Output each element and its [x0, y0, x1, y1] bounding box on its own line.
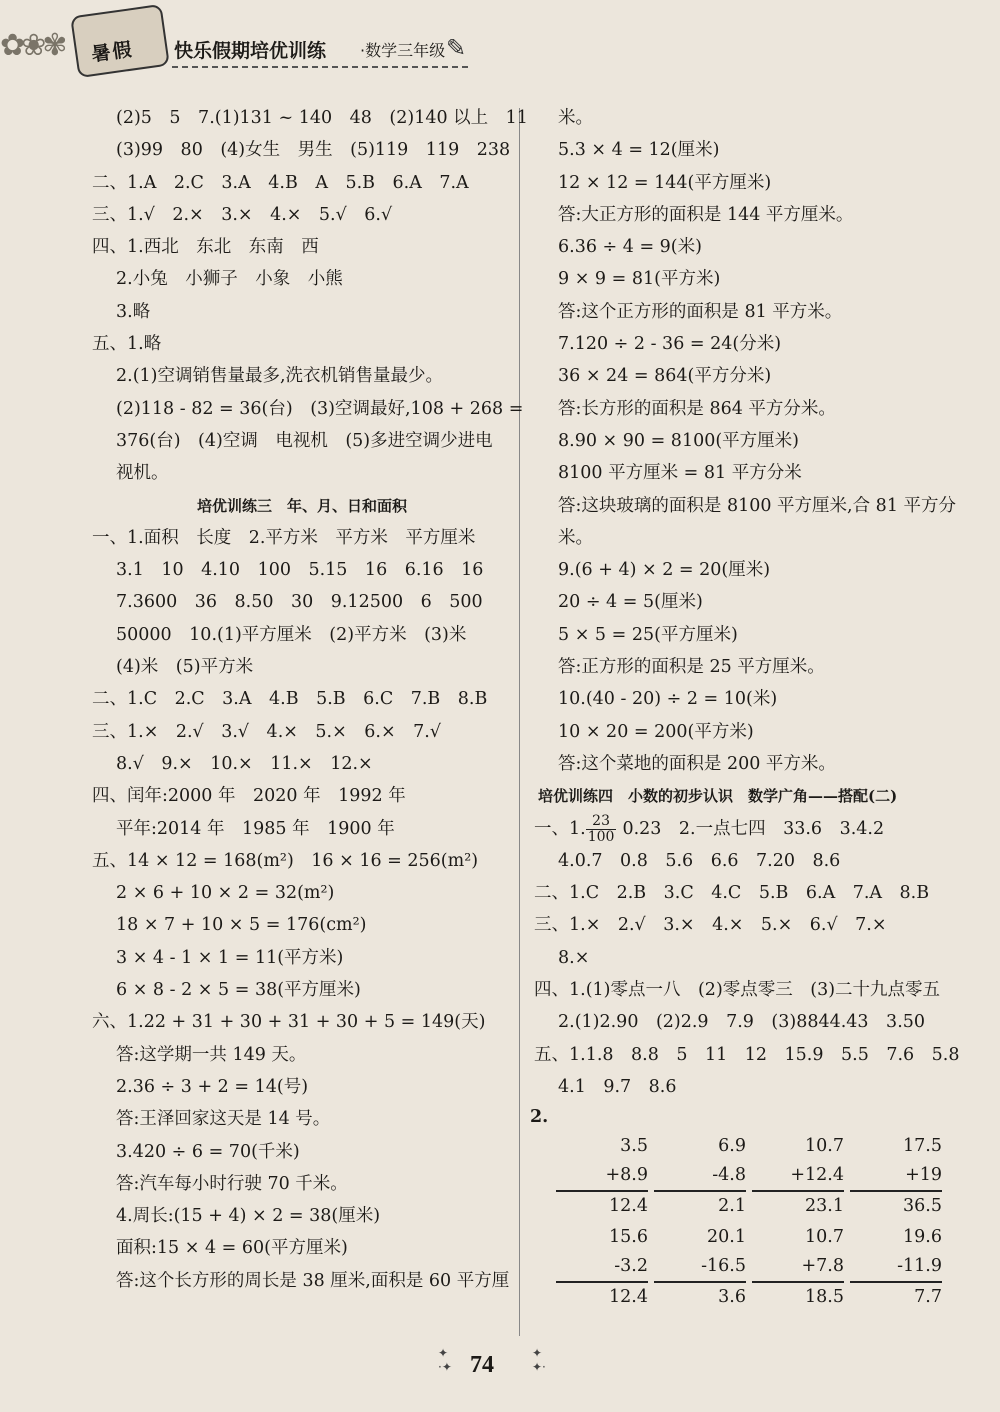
operand-bottom: -3.2	[556, 1252, 648, 1283]
answer-line: 3 × 4 - 1 × 1 = 11(平方米)	[116, 947, 344, 968]
answer-line: 答:大正方形的面积是 144 平方厘米。	[558, 204, 854, 225]
answer-line: 米。	[558, 527, 593, 548]
answer-line: 8.90 × 90 = 8100(平方厘米)	[558, 430, 800, 451]
result: 2.1	[718, 1196, 746, 1217]
vertical-sum	[850, 1132, 942, 1221]
operand-top: 17.5	[903, 1136, 942, 1157]
answer-line: 20 ÷ 4 = 5(厘米)	[558, 592, 703, 613]
answer-line: 8.×	[558, 947, 590, 968]
answer-line: 4.周长:(15 + 4) × 2 = 38(厘米)	[116, 1206, 381, 1227]
operand-top: 19.6	[903, 1227, 942, 1248]
answer-line: 五、1.略	[92, 334, 162, 355]
answer-line: 答:这个长方形的周长是 38 厘米,面积是 60 平方厘	[116, 1270, 510, 1291]
answer-line: 9 × 9 = 81(平方米)	[558, 269, 721, 290]
book-title: 快乐假期培优训练	[174, 40, 327, 62]
answer-line: 3.1 10 4.10 100 5.15 16 6.16 16	[116, 560, 484, 581]
answer-line: 五、14 × 12 = 168(m²) 16 × 16 = 256(m²)	[92, 850, 479, 871]
page-header	[0, 0, 1000, 90]
result: 23.1	[805, 1196, 844, 1217]
answer-line: 5.3 × 4 = 12(厘米)	[558, 140, 720, 161]
star-decoration-icon: ✦ ·✦	[438, 1346, 452, 1374]
column-divider	[519, 108, 520, 1336]
answer-line: 18 × 7 + 10 × 5 = 176(cm²)	[116, 915, 367, 936]
answer-line: 答:这块玻璃的面积是 8100 平方厘米,合 81 平方分	[558, 495, 957, 516]
answer-line: 答:长方形的面积是 864 平方分米。	[558, 398, 836, 419]
operand-top: 10.7	[805, 1227, 844, 1248]
section-heading: 培优训练三 年、月、日和面积	[196, 496, 407, 515]
answer-line: 8.√ 9.× 10.× 11.× 12.×	[116, 753, 373, 774]
vertical-sum	[752, 1132, 844, 1221]
vertical-sum	[752, 1223, 844, 1312]
answer-line: 2.(1)空调销售量最多,洗衣机销售量最少。	[116, 366, 444, 387]
answer-line: 7.3600 36 8.50 30 9.12500 6 500	[116, 592, 483, 613]
answer-line: 4.1 9.7 8.6	[558, 1076, 677, 1097]
vertical-sum	[556, 1132, 648, 1221]
answer-line: 6.36 ÷ 4 = 9(米)	[558, 237, 702, 258]
answer-line: 四、闰年:2000 年 2020 年 1992 年	[92, 786, 406, 807]
operand-top: 20.1	[707, 1227, 746, 1248]
vertical-calculations: 2. 3.5 +8.9 12.4 6.9 -4.8 2.1 10.7 +12.4 23.1 17.5 +19 36.5 15.6 -3.2 12.4 20.1 -16.5 3.6 10.7 +7.8 18.5 19.6 -11.9 7.7	[534, 1103, 974, 1255]
left-column	[92, 102, 528, 1297]
answer-line: 7.120 ÷ 2 - 36 = 24(分米)	[558, 334, 782, 355]
answer-line: 3.略	[116, 301, 151, 322]
fraction-rest: 0.23 2.一点七四 33.6 3.4.2	[622, 818, 885, 839]
operand-bottom: +19	[850, 1161, 942, 1192]
answer-line: 三、1.√ 2.× 3.× 4.× 5.√ 6.√	[92, 204, 393, 225]
vertical-sum	[654, 1223, 746, 1312]
answer-line: 50000 10.(1)平方厘米 (2)平方米 (3)米	[116, 624, 467, 645]
operand-bottom: -4.8	[654, 1161, 746, 1192]
answer-line: 10 × 20 = 200(平方米)	[558, 721, 754, 742]
answer-line: 四、1.(1)零点一八 (2)零点零三 (3)二十九点零五	[534, 980, 941, 1001]
answer-line: 四、1.西北 东北 东南 西	[92, 237, 319, 258]
answer-line: 三、1.× 2.√ 3.× 4.× 5.× 6.√ 7.×	[534, 915, 887, 936]
answer-line: 10.(40 - 20) ÷ 2 = 10(米)	[558, 689, 778, 710]
right-column	[530, 102, 974, 1308]
result: 7.7	[914, 1287, 942, 1308]
answer-line: 376(台) (4)空调 电视机 (5)多进空调少进电	[116, 430, 493, 451]
fraction-numerator: 23	[586, 814, 617, 830]
answer-line: 答:汽车每小时行驶 70 千米。	[116, 1173, 348, 1194]
pencil-icon: ✎	[446, 34, 467, 62]
answer-line: 9.(6 + 4) × 2 = 20(厘米)	[558, 560, 771, 581]
operand-bottom: -16.5	[654, 1252, 746, 1283]
operand-bottom: +8.9	[556, 1161, 648, 1192]
answer-line: (3)99 80 (4)女生 男生 (5)119 119 238	[116, 140, 511, 161]
vertical-sum	[556, 1223, 648, 1312]
badge-label: 暑假	[90, 38, 135, 66]
operand-top: 6.9	[718, 1136, 746, 1157]
result: 12.4	[609, 1287, 648, 1308]
result: 3.6	[718, 1287, 746, 1308]
star-decoration-icon: ✦ ✦·	[532, 1346, 546, 1374]
answer-line: 3.420 ÷ 6 = 70(千米)	[116, 1141, 300, 1162]
fraction-denominator: 100	[587, 828, 615, 845]
answer-line: (4)米 (5)平方米	[116, 657, 254, 678]
flower-decoration-icon: ✿❀✾	[0, 28, 64, 63]
answer-line: 答:王泽回家这天是 14 号。	[116, 1109, 331, 1130]
answer-line: 2.(1)2.90 (2)2.9 7.9 (3)8844.43 3.50	[558, 1012, 926, 1033]
answer-line: 六、1.22 + 31 + 30 + 31 + 30 + 5 = 149(天)	[92, 1012, 486, 1033]
answer-line: 答:正方形的面积是 25 平方厘米。	[558, 657, 825, 678]
operand-top: 3.5	[620, 1136, 648, 1157]
vertical-sum	[850, 1223, 942, 1312]
answer-line: 4.0.7 0.8 5.6 6.6 7.20 8.6	[558, 850, 841, 871]
header-dashed-rule	[172, 66, 468, 68]
answer-line: 答:这学期一共 149 天。	[116, 1044, 307, 1065]
answer-line: 米。	[558, 108, 593, 128]
result: 36.5	[903, 1196, 942, 1217]
answer-line: 12 × 12 = 144(平方厘米)	[558, 172, 772, 193]
answer-line: 2 × 6 + 10 × 2 = 32(m²)	[116, 883, 335, 904]
page-number: 74	[470, 1352, 494, 1378]
answer-line: 视机。	[116, 463, 169, 484]
answer-line: 2.小兔 小狮子 小象 小熊	[116, 269, 343, 290]
result: 18.5	[805, 1287, 844, 1308]
operand-top: 15.6	[609, 1227, 648, 1248]
answer-line: 36 × 24 = 864(平方分米)	[558, 366, 772, 387]
answer-line: (2)5 5 7.(1)131 ~ 140 48 (2)140 以上 11	[116, 108, 528, 128]
book-subtitle: ·数学三年级	[360, 41, 446, 60]
operand-top: 10.7	[805, 1136, 844, 1157]
answer-line: 面积:15 × 4 = 60(平方厘米)	[116, 1238, 348, 1259]
vertical-sum	[654, 1132, 746, 1221]
answer-line: 一、1.面积 长度 2.平方米 平方米 平方厘米	[92, 527, 476, 548]
answer-line: (2)118 - 82 = 36(台) (3)空调最好,108 + 268 =	[116, 398, 524, 419]
fraction-prefix: 一、1.	[534, 818, 586, 839]
section-heading: 培优训练四 小数的初步认识 数学广角——搭配(二)	[538, 787, 898, 806]
answer-line: 答:这个正方形的面积是 81 平方米。	[558, 301, 843, 322]
answer-line: 三、1.× 2.√ 3.√ 4.× 5.× 6.× 7.√	[92, 721, 441, 742]
operand-bottom: -11.9	[850, 1252, 942, 1283]
answer-line: 平年:2014 年 1985 年 1900 年	[116, 818, 395, 839]
fraction	[586, 814, 617, 845]
answer-line: 答:这个菜地的面积是 200 平方米。	[558, 753, 836, 774]
answer-line: 二、1.C 2.B 3.C 4.C 5.B 6.A 7.A 8.B	[534, 883, 930, 904]
summer-badge	[70, 4, 170, 78]
answer-line: 5 × 5 = 25(平方厘米)	[558, 624, 738, 645]
operand-bottom: +12.4	[752, 1161, 844, 1192]
answer-line-fraction	[534, 813, 974, 845]
answer-line: 二、1.A 2.C 3.A 4.B A 5.B 6.A 7.A	[92, 172, 469, 193]
answer-line: 2.36 ÷ 3 + 2 = 14(号)	[116, 1076, 309, 1097]
result: 12.4	[609, 1196, 648, 1217]
answer-line: 6 × 8 - 2 × 5 = 38(平方厘米)	[116, 980, 361, 1001]
answer-line: 8100 平方厘米 = 81 平方分米	[558, 463, 802, 484]
answer-line: 二、1.C 2.C 3.A 4.B 5.B 6.C 7.B 8.B	[92, 689, 488, 710]
answer-line: 五、1.1.8 8.8 5 11 12 15.9 5.5 7.6 5.8	[534, 1044, 960, 1065]
operand-bottom: +7.8	[752, 1252, 844, 1283]
